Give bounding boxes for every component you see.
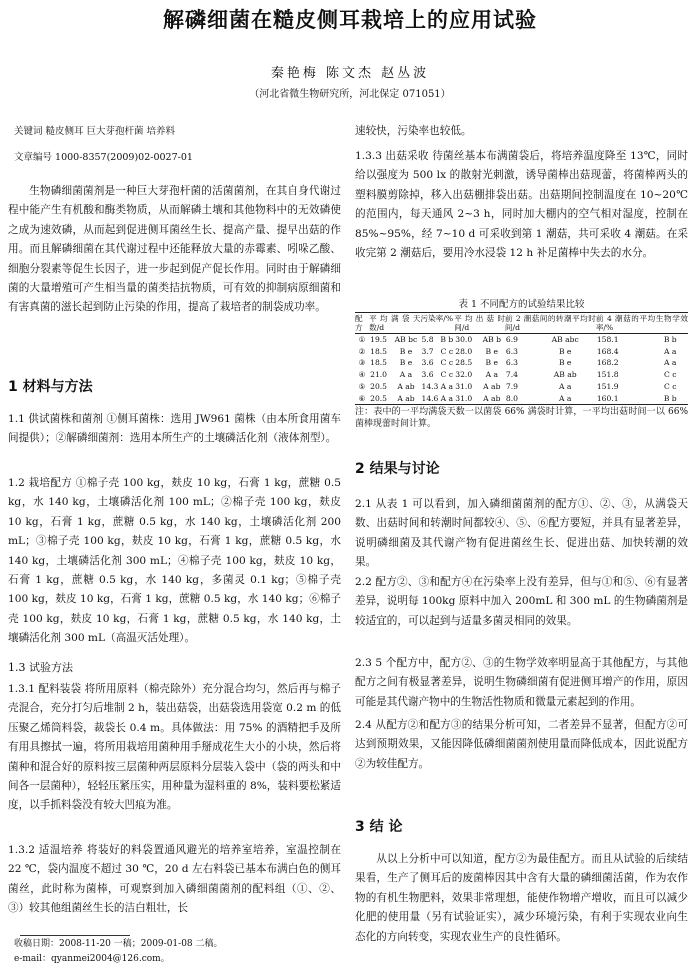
section-2-1: 2.1 从表 1 可以看到，加入磷细菌菌剂的配方①、②、③，从满袋天数、出菇时间和转潮时间都较④、⑤、⑥配方要短，并具有显著差异，说明磷细菌及其代谢产物有促进菌丝生长、促进出菇、加快转潮的效果。 [355,498,688,569]
table-header-cell: 前 4 潮菇的平均生物学效率/% [595,314,688,332]
left-column [8,0,341,976]
table-cell: AB b [482,335,501,344]
table-cell: C c [664,381,677,391]
table-cell: 31.0 [455,381,473,391]
table-cell: 32.0 [455,370,473,380]
table-cell: 5.8 [421,335,434,344]
article-number: 文章编号 1000-8357(2009)02-0027-01 [14,152,193,163]
author-list: 秦艳梅 陈文杰 赵丛波 [270,66,430,81]
table-cell: B e [558,358,572,368]
table-cell: 168.2 [596,358,619,368]
section-1-3-2: 1.3.2 适温培养 将装好的料袋置通风避光的培养室培养，室温控制在 22 ℃，袋内温度不超过 30 ℃，20 d 左右料袋已基本布满白色的侧耳菌丝，此时称为菌棒，可观察到加入磷细菌菌剂的配料组（①、②、③）较其他组菌丝生长的洁白粗壮，长 [8,844,341,915]
table-row [355,334,688,346]
paper-title: 解磷细菌在糙皮侧耳栽培上的应用试验 [163,8,537,32]
table-cell: 28.5 [455,358,473,368]
table-cell: 7.9 [505,381,518,391]
section-1-heading: 1 材料与方法 [8,379,93,395]
table-cell: 160.1 [596,393,653,405]
table-cell: 14.3 [421,381,439,391]
table-cell: C c [664,370,677,380]
table-cell: 6.3 [505,358,518,368]
table-cell: 18.5 [370,346,388,356]
table-cell: A a [440,381,454,391]
section-1-1: 1.1 供试菌株和菌剂 ①侧耳菌株：选用 JW961 菌株（由本所食用菌车间提供）；②解磷细菌剂：选用本所生产的土壤磷活化剂（液体剂型）。 [8,413,341,445]
table-cell: 3.6 [421,370,434,380]
keywords: 关键词 糙皮侧耳 巨大芽孢杆菌 培养料 [14,126,176,137]
table-row [355,369,688,381]
table-cell: 3.6 [421,358,434,368]
table-cell: A a [664,346,677,356]
affiliation: （河北省微生物研究所，河北保定 071051） [249,89,451,100]
table-cell: ⑥ [355,393,369,405]
table-cell: A a [485,370,499,380]
received-date: 收稿日期：2008-11-20 一稿；2009-01-08 二稿。 [14,939,223,949]
table-cell: 151.8 [596,370,619,380]
section-1-3-heading: 1.3 试验方法 [8,661,73,674]
table-header-cell: 平均满袋天数/d [369,314,421,332]
table-cell: C c [440,358,454,368]
table-cell: 3.7 [421,346,434,356]
table-cell: B b [652,393,688,405]
results-table [355,298,688,430]
table-cell: A a [439,393,454,405]
table-cell: A a [664,358,677,368]
table-cell: ④ [358,370,366,380]
intro-paragraph: 生物磷细菌菌剂是一种巨大芽孢杆菌的活菌菌剂，在其自身代谢过程中能产生有机酸和酶类物质，从而解磷土壤和其他物料中的无效磷使之成为速效磷，从而起到促进侧耳菌丝生长、提高产量、提早出菇的作用。而且解磷细菌在其代谢过程中还能释放大量的赤霉素、吲哚乙酸、细胞分裂素等促生长因子，进一步起到促产促长作用。同时由于解磷细菌的大量增殖可产生相当量的菌类拮抗物质，可有效的抑制病原细菌和有害真菌的滋长起到防止污染的作用，提高了栽培者的制袋成功率。 [8,185,341,314]
table-cell: A a [399,370,413,380]
section-2-4: 2.4 从配方②和配方③的结果分析可知，二者差异不显著，但配方②可达到预期效果，又能因降低磷细菌菌剂使用量而降低成本，因此说配方②为较佳配方。 [355,719,688,770]
table-cell: 20.5 [369,393,391,405]
table-cell: B b [663,335,677,344]
table-cell: 20.5 [370,381,388,391]
section-1-3-1: 1.3.1 配料装袋 将所用原料（棉壳除外）充分混合均匀，然后再与棉子壳混合，充分打匀后堆制 2 h，装出菇袋，出菇袋选用袋宽 0.2 m 的低压聚乙烯筒料袋，裁袋长 0.4 m。具体做法：用 75% 的酒精把手及所有用具擦拭一遍，将所用栽培用菌种用手掰成花生大小的小块，然后将菌种和混合好的原料按三层菌种两层原料分层装入袋中（袋的两头和中间各一层菌种），轻轻压紧压实，用种量为湿料重的 8%，装料要松紧适度，以手抓料袋没有较大凹痕为准。 [8,683,341,812]
table-cell: ③ [358,358,366,368]
table-cell: C c [440,346,454,356]
table-cell: 14.6 [420,393,439,405]
table-header-cell: 前 2 潮菇间的转潮平均时间/d [504,314,596,332]
table-row [355,357,688,369]
table-cell: 158.1 [596,335,619,344]
table-cell: B e [399,358,413,368]
section-1-3-3: 1.3.3 出菇采收 待菌丝基本布满菌袋后，将培养温度降至 13℃，同时给以强度为 500 lx 的散射光刺激，诱导菌棒出菇现蕾，将菌棒两头的塑料膜剪除掉，移入出菇棚排袋出菇。出菇期间控制温度在 10~20℃ 的范围内，每天通风 2~3 h，同时加大棚内的空气相对湿度，控制在 85%~95%，经 7~10 d 可采收到第 1 潮菇，共可采收 4 潮菇。在采收完第 2 潮菇后，要用冷水浸袋 12 h 补足菌棒中失去的水分。 [355,150,688,260]
table-cell: 151.9 [596,381,619,391]
table-cell: B e [558,346,572,356]
table-cell: A ab [483,381,501,391]
table-cell: 21.0 [370,370,388,380]
table-header-cell: 平均出菇时间/d [454,314,505,332]
footnote-divider [20,935,130,936]
table-cell: AB abc [551,335,579,344]
table-header-cell: 配方 [355,313,369,334]
table-cell: A a [535,393,596,405]
section-2-heading: 2 结果与讨论 [355,461,440,477]
table-cell: A a [558,381,572,391]
table-cell: A ab [397,381,415,391]
table-cell: 168.4 [596,346,619,356]
table-body [355,334,688,405]
table-cell: 6.3 [505,346,518,356]
section-1-2: 1.2 栽培配方 ①棉子壳 100 kg，麸皮 10 kg，石膏 1 kg，蔗糖 0.5 kg，水 140 kg，土壤磷活化剂 100 mL；②棉子壳 100 kg，麸皮 10 kg，石膏 1 kg，蔗糖 0.5 kg，水 140 kg，土壤磷活化剂 200 mL；③棉子壳 100 kg，麸皮 10 kg，石膏 1 kg，蔗糖 0.5 kg，水 140 kg，土壤磷活化剂 300 mL；④棉子壳 100 kg，麸皮 10 kg，石膏 1 kg，蔗糖 0.5 kg，水 140 kg，多菌灵 0.1 kg；⑤棉子壳 100 kg，麸皮 10 kg，石膏 1 kg，蔗糖 0.5 kg，水 140 kg；⑥棉子壳 100 kg，麸皮 10 kg，石膏 1 kg，蔗糖 0.5 kg，水 140 kg，土壤磷活化剂 300 mL（高温灭活处理）。 [8,477,341,645]
table-cell: C c [440,370,454,380]
table-note: 注：表中的一平均满袋天数一以菌袋 66% 满袋时计算，一平均出菇时间一以 66% 菌棒现蕾时间计算。 [355,407,688,430]
conclusion-paragraph: 从以上分析中可以知道，配方②为最佳配方。而且从试验的后续结果看，生产了侧耳后的废菌棒因其中含有大量的磷细菌活菌，作为农作物的有机生物肥料，效果非常理想，能使作物增产增收，而且可以减少化肥的使用量（另有试验证实），减少环境污染，有利于实现农业向生态化的方向转变，实现农业生产的良性循环。 [355,853,688,943]
table-caption: 表 1 不同配方的试验结果比较 [458,299,585,310]
table-cell: 31.0 [454,393,478,405]
table-header-cell: 污染率/% [420,313,454,334]
table-cell: 7.4 [505,370,518,380]
table-cell: 6.9 [505,335,518,344]
table-row [355,381,688,393]
table-cell: B e [485,346,499,356]
table-cell: 8.0 [505,393,535,405]
table-cell: AB ab [553,370,577,380]
table-cell: B b [440,335,454,344]
table-cell: A ab [479,393,505,405]
section-3-heading: 3 结 论 [355,819,403,835]
table-cell: B e [399,346,413,356]
right-column [355,0,688,976]
table-cell: ② [358,346,366,356]
table-cell: ① [358,335,366,344]
table-cell: 28.0 [455,346,473,356]
table-row [355,346,688,358]
section-2-3: 2.3 5 个配方中，配方②、③的生物学效率明显高于其他配方，与其他配方之间有极显著差异，说明生物磷细菌有促进侧耳增产的作用，原因可能是其代谢产物中的生物活性物质和微量元素起到的作用。 [355,657,688,708]
continued-text: 速较快，污染率也较低。 [355,125,472,137]
table-cell: 18.5 [370,358,388,368]
table-cell: 30.0 [455,335,473,344]
author-email: e-mail：qyanmei2004@126.com。 [14,954,170,964]
table-cell: AB bc [394,335,418,344]
table-row [355,393,688,405]
table-cell: A ab [391,393,420,405]
section-2-2: 2.2 配方②、③和配方④在污染率上没有差异，但与①和⑤、⑥有显著差异，说明每 100kg 原料中加入 200mL 和 300 mL 的生物磷菌剂是较适宜的，可以起到与适量多菌灵相同的效果。 [355,576,688,627]
table-cell: 19.5 [370,335,388,344]
table-cell: ⑤ [358,381,366,391]
table-cell: B e [485,358,499,368]
